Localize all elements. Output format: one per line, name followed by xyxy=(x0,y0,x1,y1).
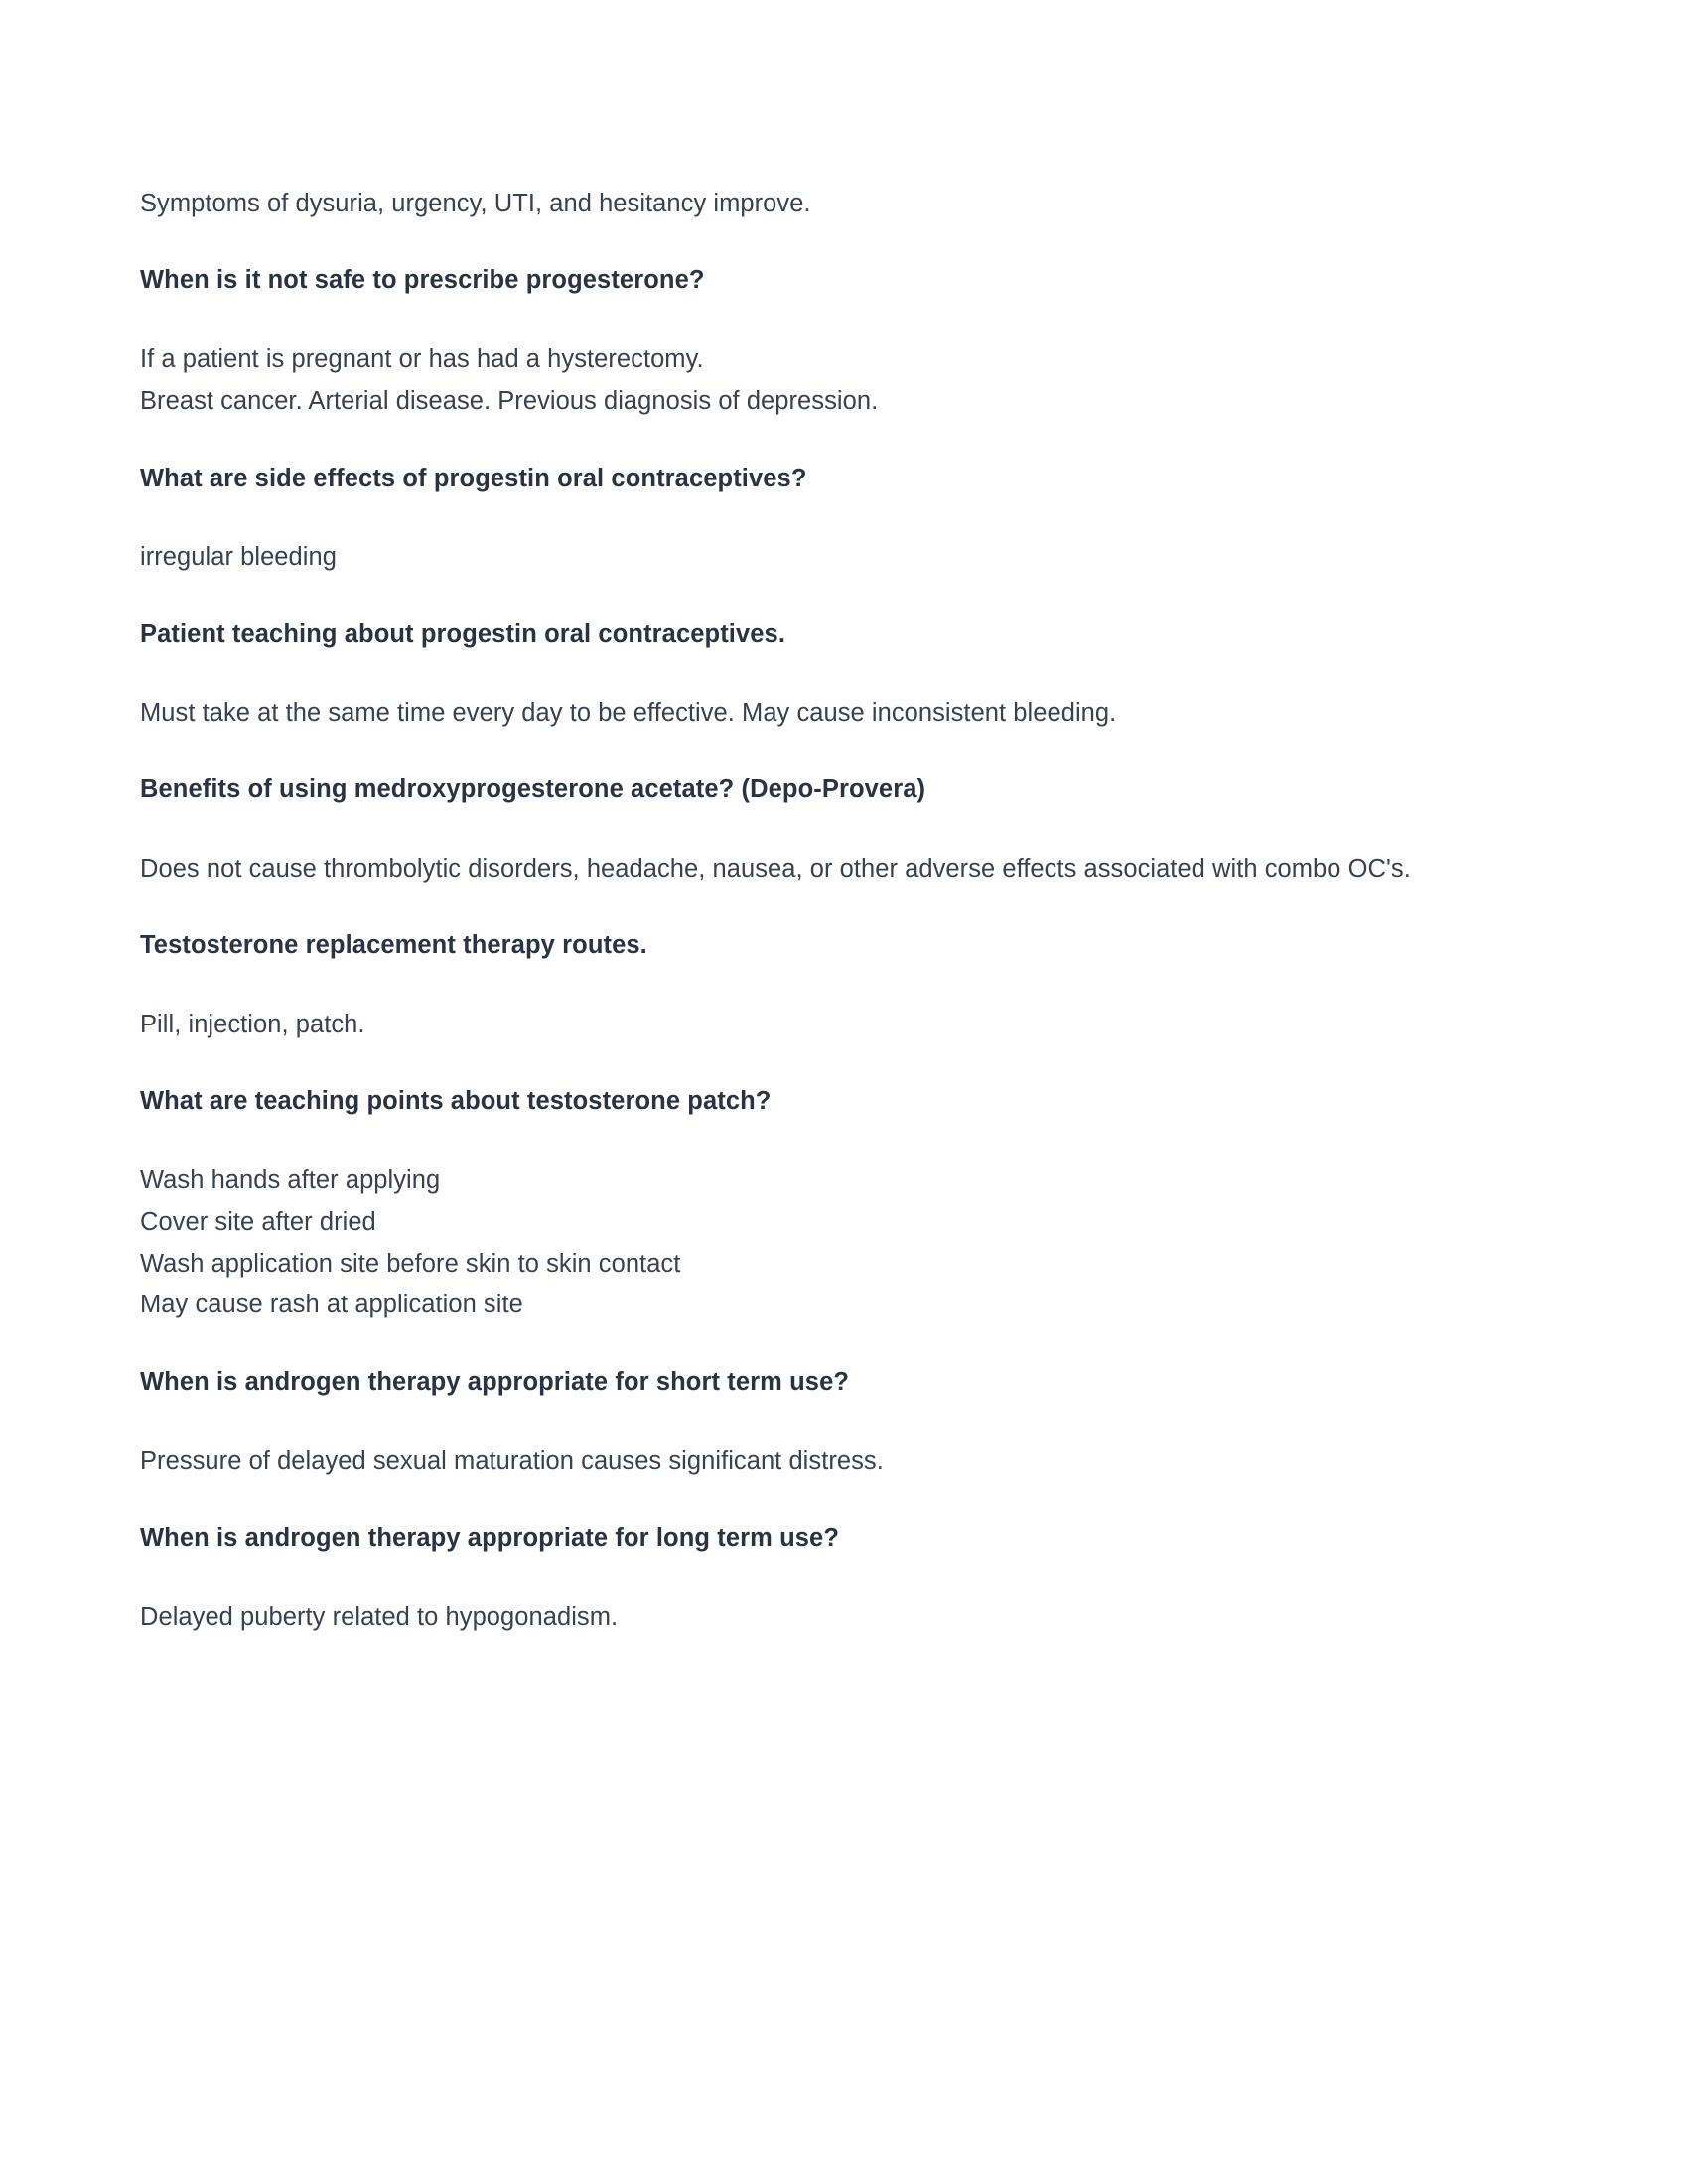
intro-paragraph xyxy=(140,184,1471,224)
answer-paragraph xyxy=(140,693,1471,734)
spacer xyxy=(140,423,1471,463)
answer-paragraph xyxy=(140,1160,1471,1326)
question-heading: Patient teaching about progestin oral contraceptives. xyxy=(140,619,786,648)
spacer xyxy=(140,224,1471,264)
spacer xyxy=(140,1045,1471,1085)
answer-line: If a patient is pregnant or has had a hysterectomy. xyxy=(140,344,704,373)
answer-line: Must take at the same time every day to be effective. May cause inconsistent bleeding. xyxy=(140,699,1117,728)
spacer xyxy=(140,1400,1471,1441)
question-heading: When is androgen therapy appropriate for long term use? xyxy=(140,1524,839,1553)
answer-paragraph xyxy=(140,1597,1471,1638)
question-heading: When is androgen therapy appropriate for short term use? xyxy=(140,1368,850,1397)
spacer xyxy=(140,1119,1471,1160)
answer-paragraph xyxy=(140,1005,1471,1045)
spacer xyxy=(140,963,1471,1005)
spacer xyxy=(140,298,1471,340)
answer-line: Breast cancer. Arterial disease. Previous diagnosis of depression. xyxy=(140,386,879,415)
document-body xyxy=(140,184,1471,1638)
answer-line: May cause rash at application site xyxy=(140,1291,523,1319)
spacer xyxy=(140,1556,1471,1597)
question-heading: When is it not safe to prescribe progesterone? xyxy=(140,266,705,295)
question-heading: Benefits of using medroxyprogesterone acetate? (Depo-Provera) xyxy=(140,775,926,804)
answer-paragraph xyxy=(140,1441,1471,1482)
answer-line: Pressure of delayed sexual maturation causes significant distress. xyxy=(140,1446,884,1475)
question-heading: What are teaching points about testosterone patch? xyxy=(140,1087,772,1116)
answer-line: Wash application site before skin to skin contact xyxy=(140,1249,681,1278)
answer-line: irregular bleeding xyxy=(140,543,337,572)
spacer xyxy=(140,807,1471,849)
spacer xyxy=(140,495,1471,537)
answer-paragraph xyxy=(140,849,1471,889)
spacer xyxy=(140,651,1471,693)
spacer xyxy=(140,579,1471,618)
answer-paragraph xyxy=(140,340,1471,423)
answer-line: Cover site after dried xyxy=(140,1207,376,1236)
answer-line: Does not cause thrombolytic disorders, headache, nausea, or other adverse effects associated with combo OC's. xyxy=(140,855,1411,884)
question-heading: What are side effects of progestin oral contraceptives? xyxy=(140,464,807,492)
paragraph-line: Symptoms of dysuria, urgency, UTI, and hesitancy improve. xyxy=(140,190,811,217)
spacer xyxy=(140,734,1471,773)
answer-line: Delayed puberty related to hypogonadism. xyxy=(140,1602,619,1631)
spacer xyxy=(140,1482,1471,1522)
answer-paragraph xyxy=(140,537,1471,578)
answer-line: Pill, injection, patch. xyxy=(140,1011,365,1039)
question-heading: Testosterone replacement therapy routes. xyxy=(140,931,647,960)
spacer xyxy=(140,1326,1471,1366)
answer-line: Wash hands after applying xyxy=(140,1166,441,1195)
spacer xyxy=(140,889,1471,929)
